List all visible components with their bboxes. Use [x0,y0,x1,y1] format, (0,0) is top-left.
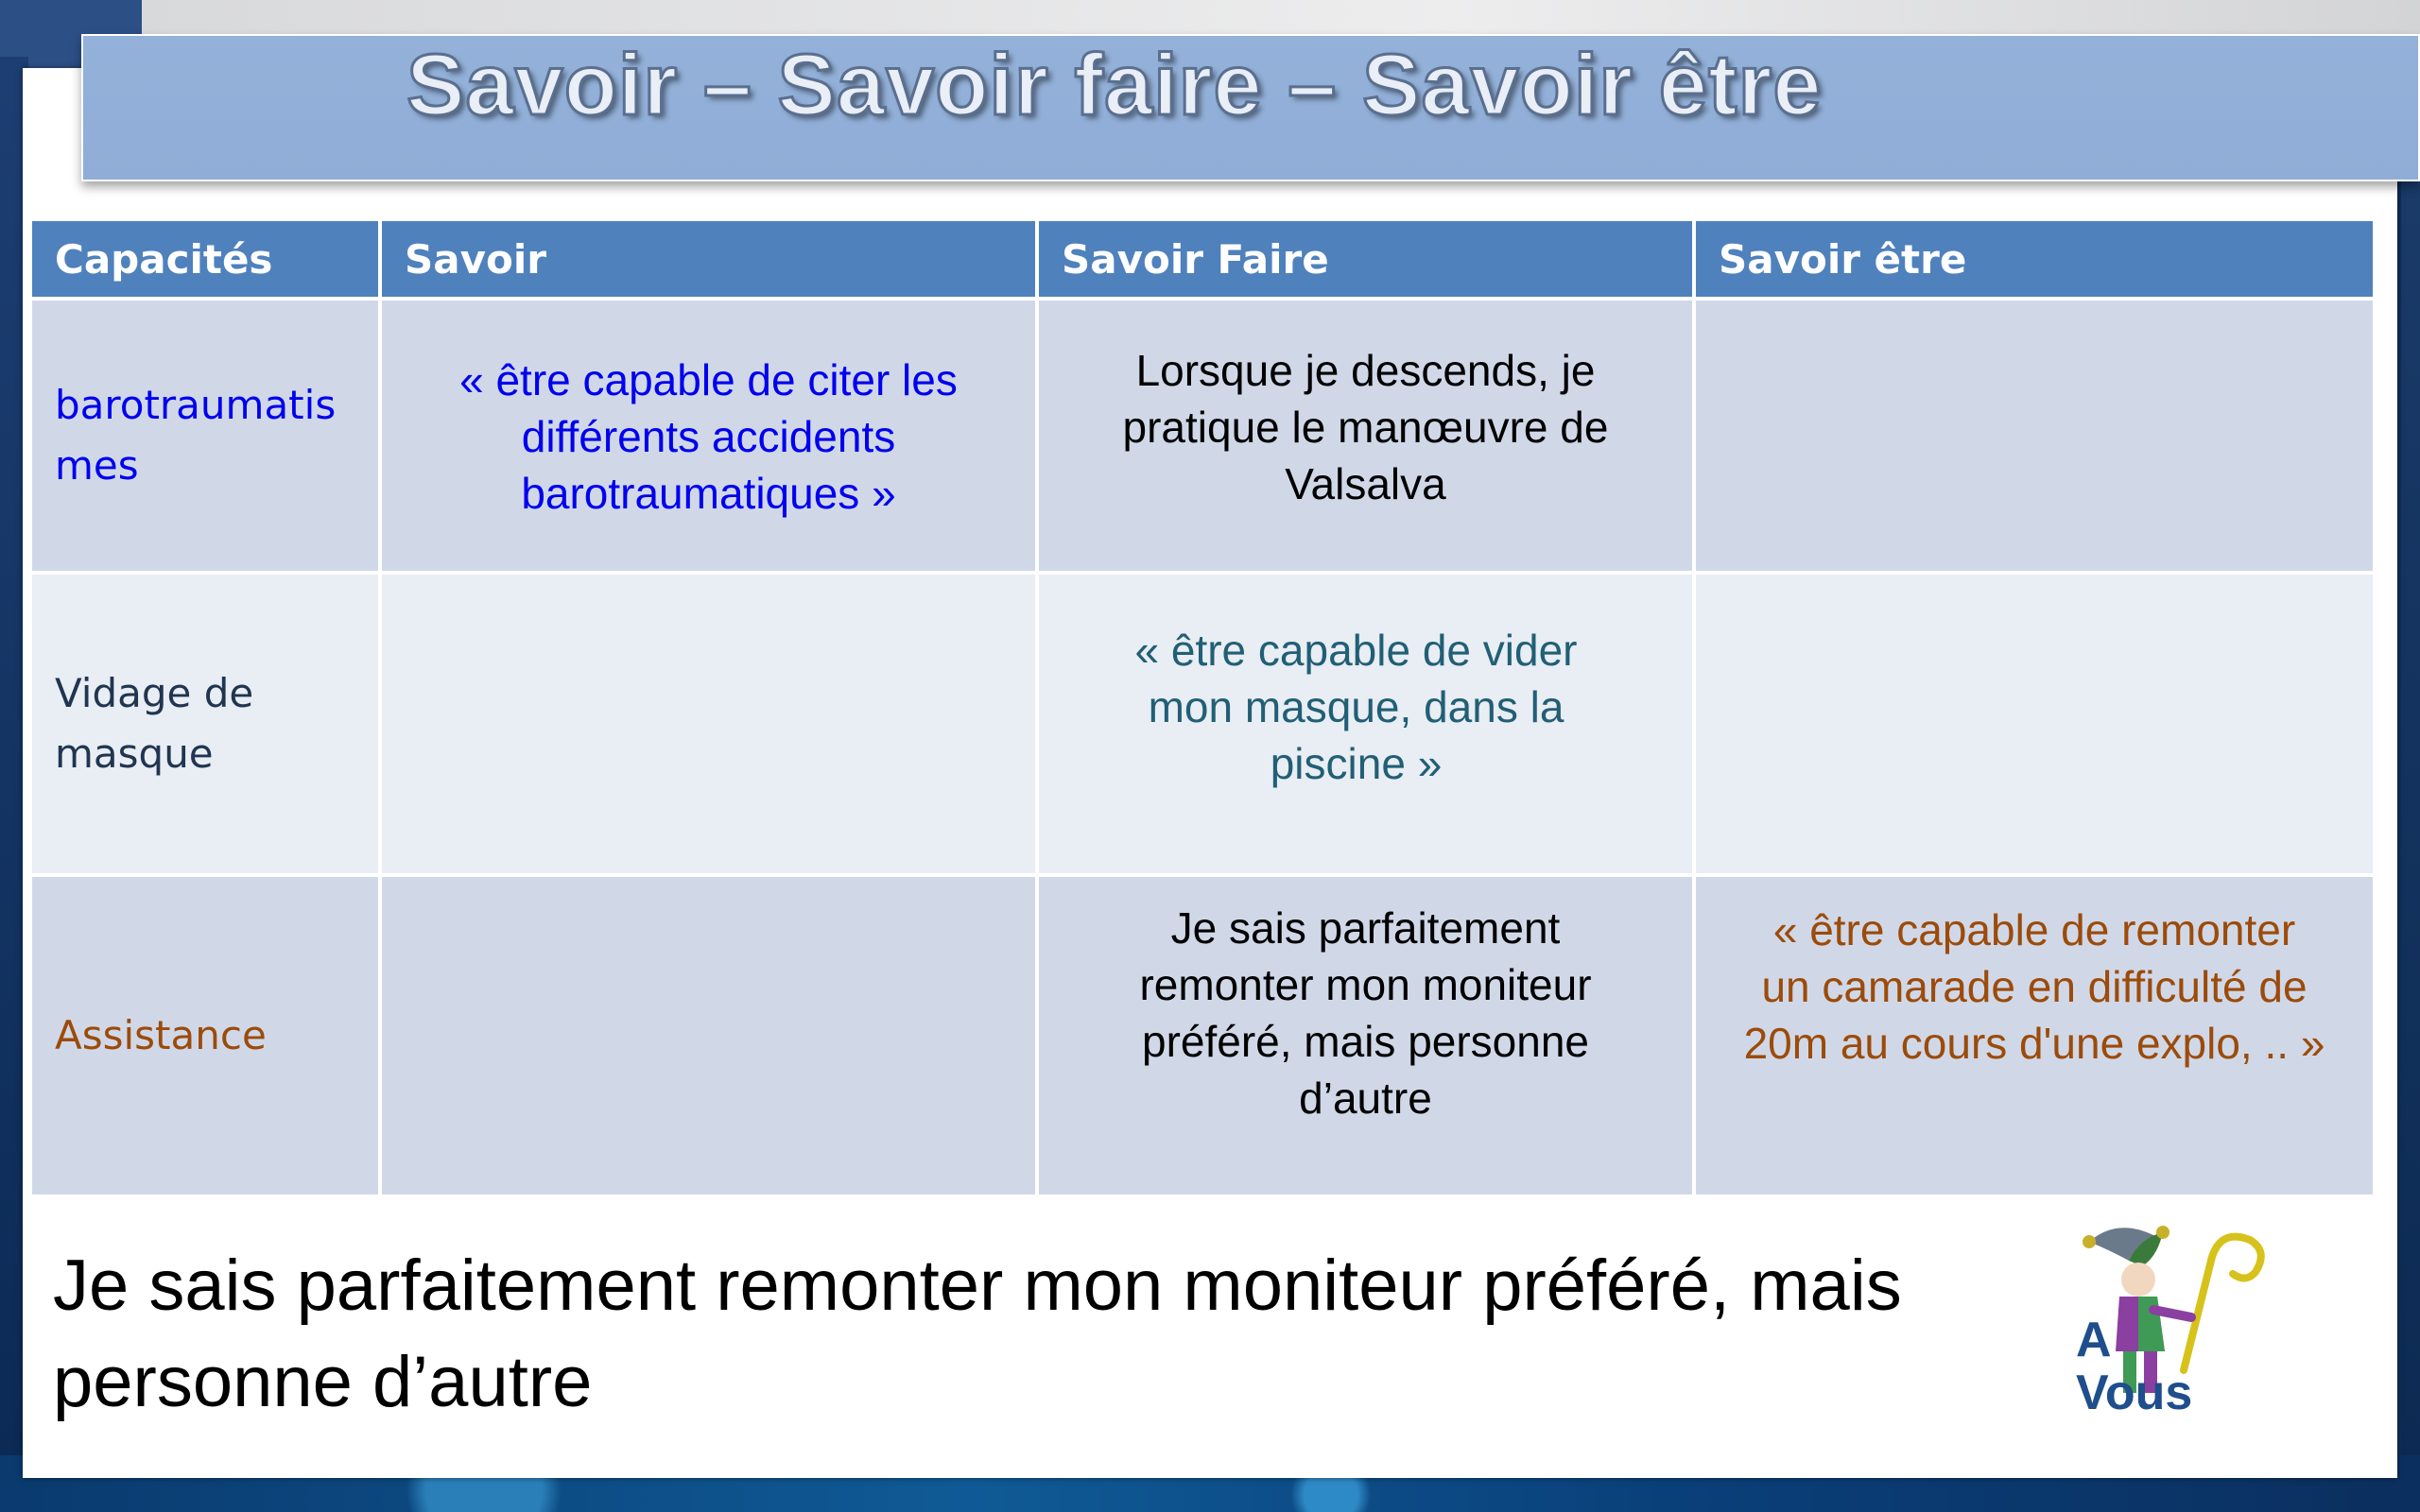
savoir-etre-cell [1694,875,2375,1196]
savoir-etre-cell [1694,573,2375,875]
savoir-cell [380,875,1037,1196]
savoir-faire-text: Lorsque je descends, je pratique le manœuvre de Valsalva [1122,346,1609,508]
header-savoir-faire: Savoir Faire [1037,219,1694,299]
savoir-faire-cell [1037,299,1694,573]
savoir-etre-text: « être capable de remonter un camarade en difficulté de 20m au cours d'une explo, .. » [1743,905,2325,1068]
capacity-cell [30,875,380,1196]
savoir-faire-text: « être capable de vider mon masque, dans la piscine » [1134,626,1578,788]
avous-badge-line1: A [2076,1313,2112,1367]
savoir-cell [380,299,1037,573]
table-row [30,573,2375,875]
avous-badge-label [2076,1314,2192,1419]
savoir-text: « être capable de citer les différents accidents barotraumatiques » [459,355,958,518]
table-header-row [30,219,2375,299]
capacity-cell [30,299,380,573]
background-right [2401,170,2420,1474]
capacity-label: Assistance [55,1012,267,1058]
capacity-label: Vidage de masque [55,670,254,777]
savoir-etre-cell [1694,299,2375,573]
table-row [30,875,2375,1196]
savoir-faire-cell [1037,875,1694,1196]
savoir-faire-text: Je sais parfaitement remonter mon moniteur préféré, mais personne d’autre [1139,903,1592,1123]
header-savoir: Savoir [380,219,1037,299]
avous-badge-line2: Vous [2076,1366,2193,1420]
savoir-faire-cell [1037,573,1694,875]
capacity-cell [30,573,380,875]
savoir-cell [380,573,1037,875]
table-row [30,299,2375,573]
header-capacites: Capacités [30,219,380,299]
slide-title: Savoir – Savoir faire – Savoir être [406,37,1823,133]
competency-table [28,217,2377,1198]
footer-statement: Je sais parfaitement remonter mon moniteur préféré, mais personne d’autre [53,1246,1902,1422]
header-savoir-etre: Savoir être [1694,219,2375,299]
capacity-label: barotraumatis mes [55,382,337,489]
